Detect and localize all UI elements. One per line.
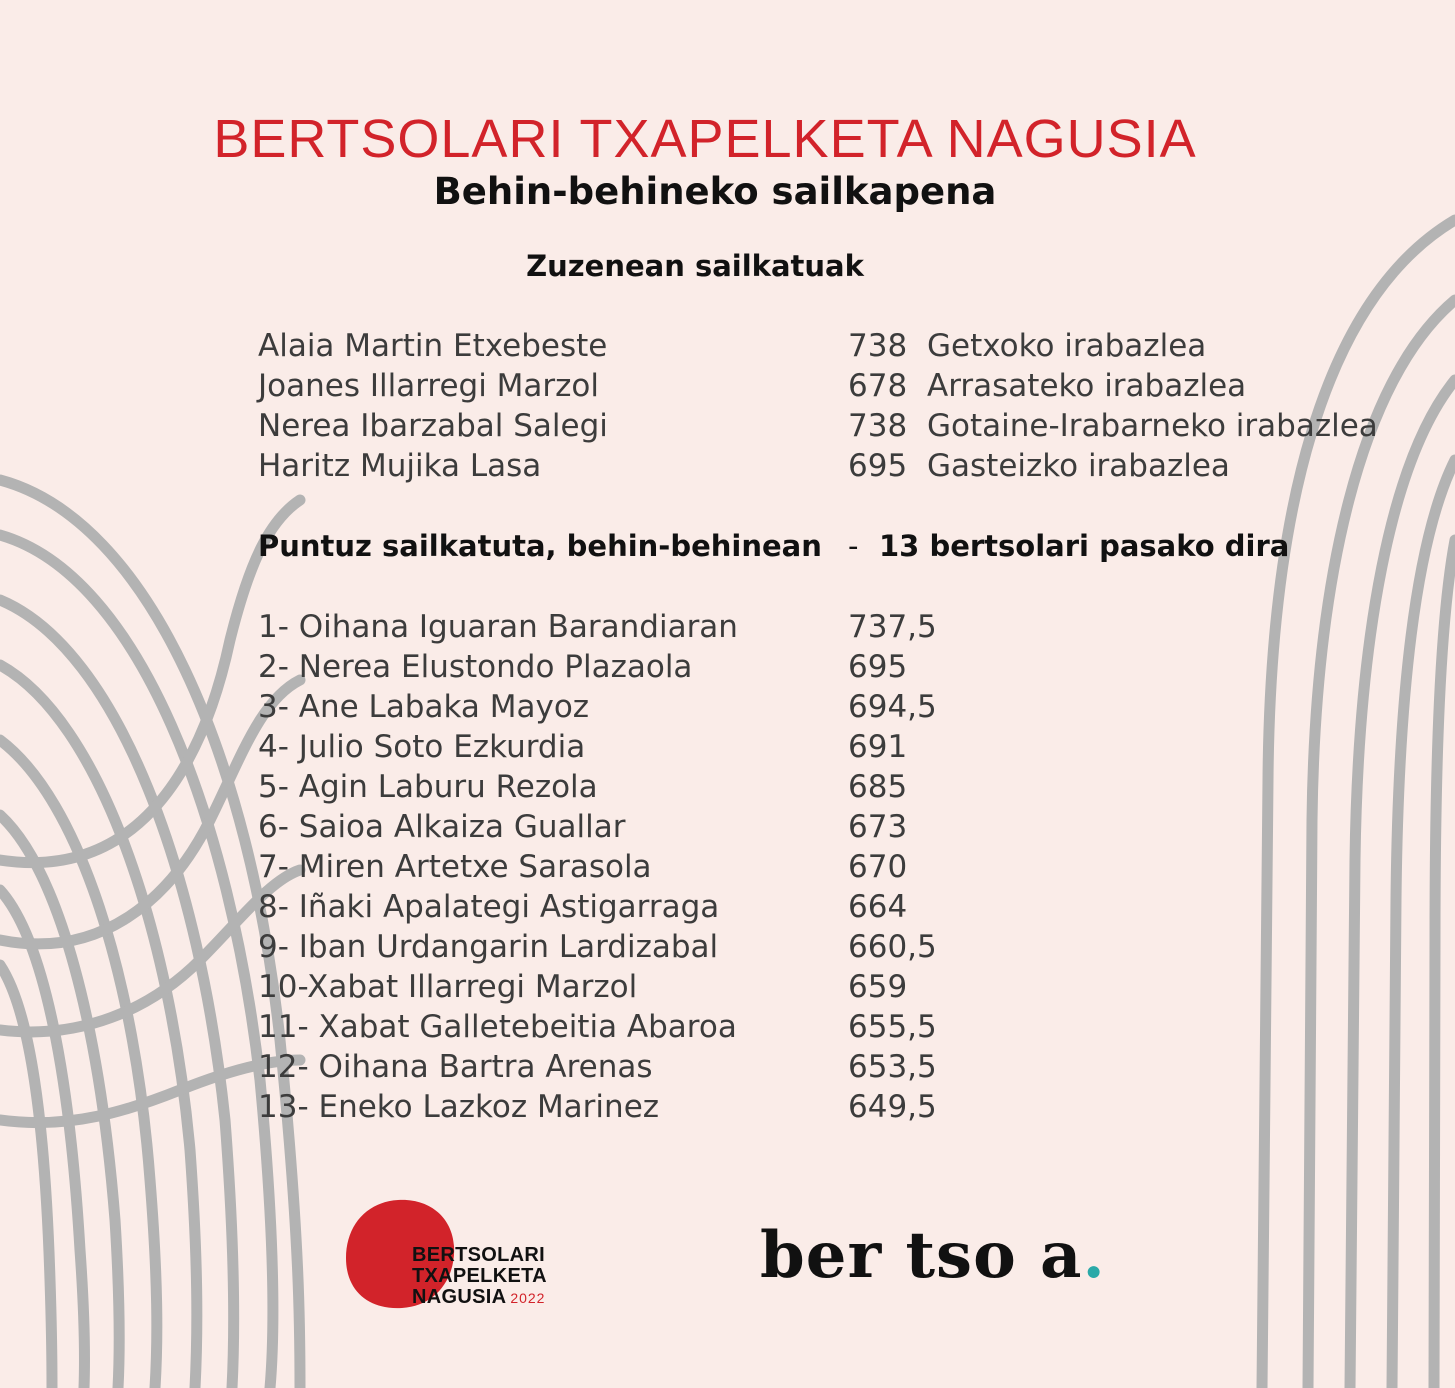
bertsolari-name: 4- Julio Soto Ezkurdia xyxy=(258,729,586,765)
score: 694,5 xyxy=(848,689,937,725)
score: 695 xyxy=(848,649,908,685)
bertsolari-name: 9- Iban Urdangarin Lardizabal xyxy=(258,929,719,965)
score: 678 xyxy=(848,368,908,404)
list-item xyxy=(0,366,1455,406)
score: 695 xyxy=(848,448,908,484)
championship-logo xyxy=(412,1245,547,1309)
score: 738 xyxy=(848,408,908,444)
score: 737,5 xyxy=(848,609,937,645)
bertsolari-name: 8- Iñaki Apalategi Astigarraga xyxy=(258,889,720,925)
bertsolari-name: 12- Oihana Bartra Arenas xyxy=(258,1049,653,1085)
qualification-note: Arrasateko irabazlea xyxy=(927,368,1247,404)
list-item xyxy=(0,927,1455,967)
score: 655,5 xyxy=(848,1009,937,1045)
bertsoa-logo-dot: . xyxy=(1082,1218,1106,1293)
score: 738 xyxy=(848,328,908,364)
bertsolari-name: Nerea Ibarzabal Salegi xyxy=(258,408,608,444)
bertsoa-logo-text: ber tso a xyxy=(760,1218,1083,1293)
score: 649,5 xyxy=(848,1089,937,1125)
page-title: BERTSOLARI TXAPELKETA NAGUSIA xyxy=(213,109,1197,169)
bertsolari-name: 1- Oihana Iguaran Barandiaran xyxy=(258,609,738,645)
logo-line: BERTSOLARI xyxy=(412,1244,545,1266)
qualification-note: Getxoko irabazlea xyxy=(927,328,1207,364)
list-item xyxy=(0,406,1455,446)
direct-qualified-heading: Zuzenean sailkatuak xyxy=(526,249,864,283)
heading-separator: - xyxy=(848,529,859,563)
list-item xyxy=(0,1007,1455,1047)
logo-line: TXAPELKETA xyxy=(412,1265,547,1287)
qualification-note: Gasteizko irabazlea xyxy=(927,448,1230,484)
bertsolari-name: Haritz Mujika Lasa xyxy=(258,448,542,484)
list-item xyxy=(0,1047,1455,1087)
list-item xyxy=(0,326,1455,366)
bertsolari-name: Alaia Martin Etxebeste xyxy=(258,328,608,364)
bertsolari-name: Joanes Illarregi Marzol xyxy=(258,368,600,404)
score: 659 xyxy=(848,969,908,1005)
points-heading: Puntuz sailkatuta, behin-behinean xyxy=(258,529,822,563)
logo-year: 2022 xyxy=(510,1290,546,1306)
list-item xyxy=(0,647,1455,687)
bertsolari-name: 5- Agin Laburu Rezola xyxy=(258,769,598,805)
list-item xyxy=(0,807,1455,847)
score: 670 xyxy=(848,849,908,885)
bertsolari-name: 6- Saioa Alkaiza Guallar xyxy=(258,809,626,845)
bertsolari-name: 11- Xabat Galletebeitia Abaroa xyxy=(258,1009,737,1045)
list-item xyxy=(0,967,1455,1007)
bertsoa-logo xyxy=(760,1218,1106,1293)
bertsolari-name: 2- Nerea Elustondo Plazaola xyxy=(258,649,693,685)
score: 691 xyxy=(848,729,908,765)
score: 685 xyxy=(848,769,908,805)
logo-line: NAGUSIA xyxy=(412,1286,507,1308)
bertsolari-name: 3- Ane Labaka Mayoz xyxy=(258,689,590,725)
qualification-note: Gotaine-Irabarneko irabazlea xyxy=(927,408,1378,444)
score: 673 xyxy=(848,809,908,845)
list-item xyxy=(0,1087,1455,1127)
score: 653,5 xyxy=(848,1049,937,1085)
bertsolari-name: 13- Eneko Lazkoz Marinez xyxy=(258,1089,660,1125)
score: 664 xyxy=(848,889,908,925)
list-item xyxy=(0,727,1455,767)
list-item xyxy=(0,767,1455,807)
bertsolari-name: 7- Miren Artetxe Sarasola xyxy=(258,849,652,885)
list-item xyxy=(0,887,1455,927)
list-item xyxy=(0,847,1455,887)
bertsolari-name: 10-Xabat Illarregi Marzol xyxy=(258,969,638,1005)
list-item xyxy=(0,687,1455,727)
score: 660,5 xyxy=(848,929,937,965)
points-heading-note: 13 bertsolari pasako dira xyxy=(879,529,1290,563)
list-item xyxy=(0,446,1455,486)
list-item xyxy=(0,607,1455,647)
page-subtitle: Behin-behineko sailkapena xyxy=(433,170,997,213)
